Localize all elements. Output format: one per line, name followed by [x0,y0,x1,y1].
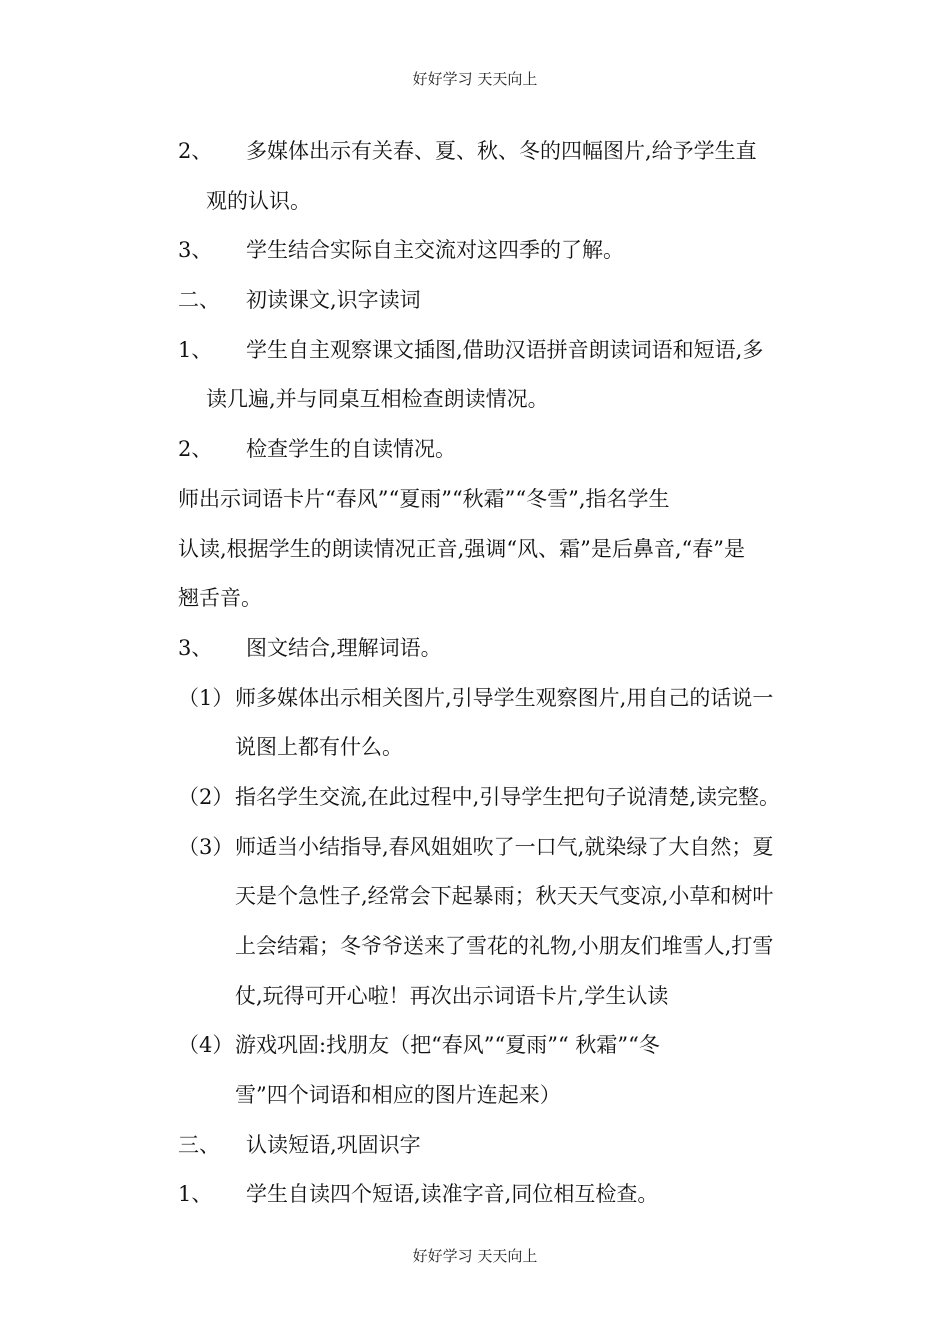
list-item: 2、 检查学生的自读情况。 [178,437,456,461]
list-item: 3、 图文结合,理解词语。 [178,636,442,660]
page-footer: 好好学习 天天向上 [412,1247,538,1265]
sub-list-item: （1） 师多媒体出示相关图片,引导学生观察图片,用自己的话说一 [178,686,774,710]
sub-list-item-continuation: 说图上都有什么。 [235,735,403,759]
sub-list-item-continuation: 天是个急性子,经常会下起暴雨；秋天天气变凉,小草和树叶 [235,884,774,908]
page-header: 好好学习 天天向上 [412,70,538,88]
list-item: 1、 学生自主观察课文插图,借助汉语拼音朗读词语和短语,多 [178,338,764,362]
list-item: 2、 多媒体出示有关春、夏、秋、冬的四幅图片,给予学生直 [178,139,757,163]
list-item-continuation: 观的认识。 [206,189,311,213]
sub-list-item: （2） 指名学生交流,在此过程中,引导学生把句子说清楚,读完整。 [178,785,781,809]
paragraph-line: 认读,根据学生的朗读情况正音,强调“风、霜”是后鼻音,“春”是 [178,537,745,561]
section-heading: 三、 认读短语,巩固识字 [178,1133,421,1157]
sub-list-item: （3） 师适当小结指导,春风姐姐吹了一口气,就染绿了大自然；夏 [178,835,774,859]
list-item-continuation: 读几遍,并与同桌互相检查朗读情况。 [206,387,549,411]
list-item: 1、 学生自读四个短语,读准字音,同位相互检查。 [178,1182,659,1206]
sub-list-item-continuation: 仗,玩得可开心啦！再次出示词语卡片,学生认读 [235,984,669,1008]
paragraph-line: 翘舌音。 [178,586,262,610]
list-item: 3、 学生结合实际自主交流对这四季的了解。 [178,238,624,262]
sub-list-item-continuation: 雪”四个词语和相应的图片连起来） [235,1083,561,1107]
sub-list-item: （4） 游戏巩固:找朋友（把“春风”“夏雨”“ 秋霜”“冬 [178,1033,660,1057]
sub-list-item-continuation: 上会结霜；冬爷爷送来了雪花的礼物,小朋友们堆雪人,打雪 [235,934,774,958]
paragraph-line: 师出示词语卡片“春风”“夏雨”“秋霜”“冬雪”,指名学生 [178,487,670,511]
section-heading: 二、 初读课文,识字读词 [178,288,421,312]
